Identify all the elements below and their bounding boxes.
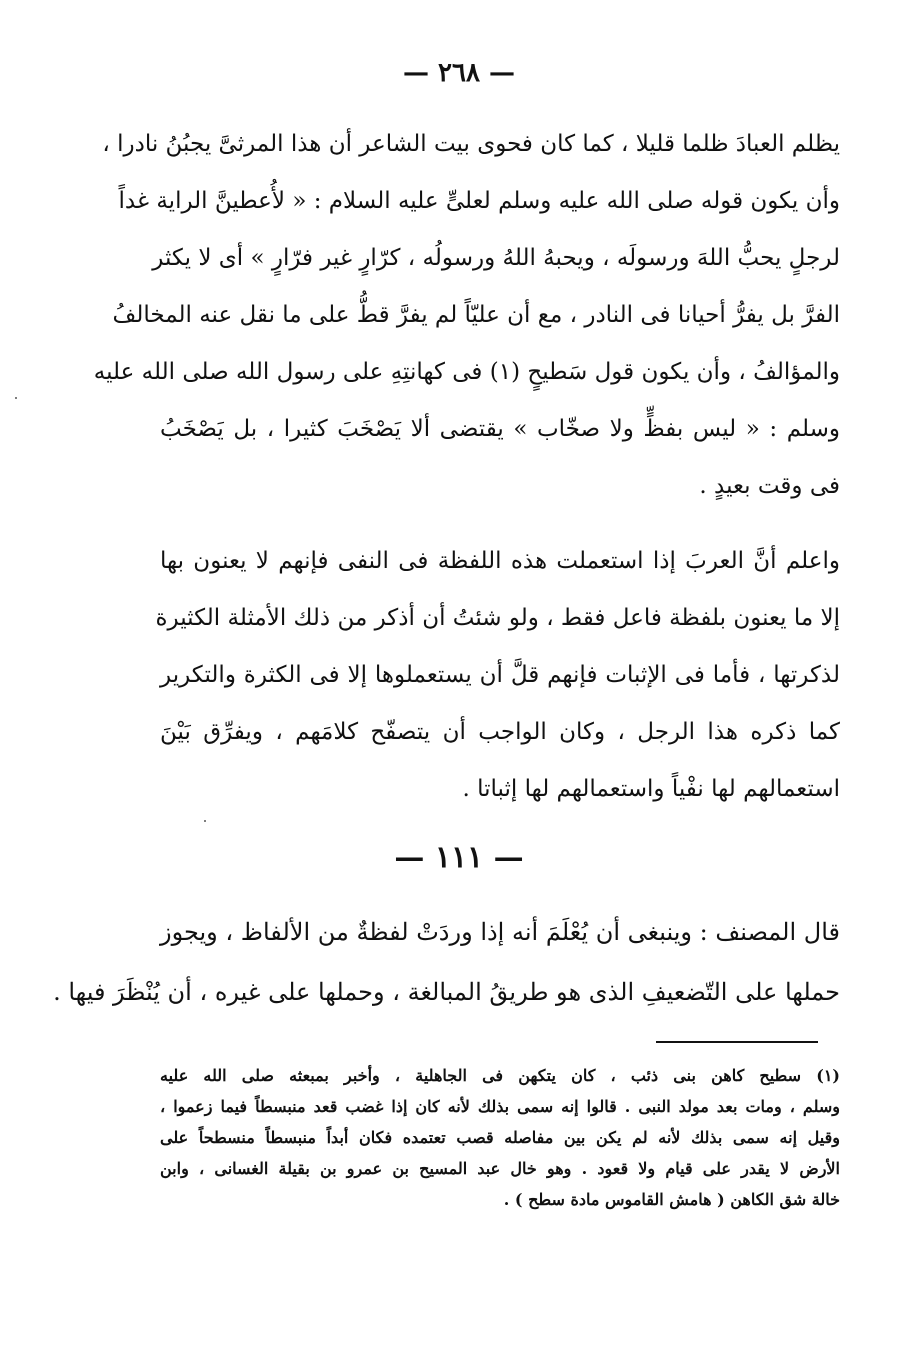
text-line: لذكرتها ، فأما فى الإثبات فإنهم قلَّ أن يستعملوها إلا فى الكثرة والتكرير <box>160 662 840 688</box>
text-line: كما ذكره هذا الرجل ، وكان الواجب أن يتصفّح كلامَهم ، ويفرِّق بَيْنَ <box>160 719 840 745</box>
text-line: يظلم العبادَ ظلما قليلا ، كما كان فحوى بيت الشاعر أن هذا المرثىَّ يجبُنُ نادرا ، <box>102 131 840 157</box>
text-line: قال المصنف : وينبغى أن يُعْلَمَ أنه إذا وردَتْ لفظةٌ من الألفاظ ، ويجوز <box>160 918 841 946</box>
scan-speck <box>15 397 17 399</box>
text-line: والمؤالفُ ، وأن يكون قول سَطيحٍ (١) فى كهانتِهِ على رسول الله صلى الله عليه <box>93 359 840 385</box>
footnote-line: وقيل إنه سمى بذلك لأنه لم يكن بين مفاصله قصب تعتمده فكان أبداً منبسطاً منسطحاً على <box>160 1128 840 1147</box>
text-line: حملها على التّضعيفِ الذى هو طريقُ المبالغة ، وحملها على غيره ، أن يُنْظَرَ فيها . <box>53 978 840 1006</box>
paragraph-2 <box>155 533 840 818</box>
paragraph-3 <box>53 902 841 1022</box>
text-line: لرجلٍ يحبُّ اللهَ ورسولَه ، ويحبهُ اللهُ ورسولُه ، كرّارٍ غير فرّارٍ » أى لا يكثر <box>152 245 840 271</box>
text-line: استعمالهم لها نفْياً واستعمالهم لها إثباتا . <box>462 776 840 802</box>
footnote-line: خالة شق الكاهن ( هامش القاموس مادة سطح ) . <box>503 1190 840 1209</box>
text-line: وسلم : « ليس بفظٍّ ولا صخّاب » يقتضى ألا يَصْخَبَ كثيرا ، بل يَصْخَبُ <box>160 416 840 442</box>
text-line: إلا ما يعنون بلفظة فاعل فقط ، ولو شئتُ أن أذكر من ذلك الأمثلة الكثيرة <box>155 605 840 631</box>
footnote-divider <box>656 1041 818 1043</box>
text-line: وأن يكون قوله صلى الله عليه وسلم لعلىٍّ عليه السلام : « لأُعطينَّ الراية غداً <box>118 188 840 214</box>
footnote-line: وسلم ، ومات بعد مولد النبى . قالوا إنه سمى بذلك لأنه كان إذا غضب قعد منبسطاً فيما زعموا ، <box>160 1097 841 1116</box>
footnote-line: (١) سطيح كاهن بنى ذئب ، كان يتكهن فى الجاهلية ، وأخبر بمبعثه صلى الله عليه <box>160 1066 840 1085</box>
paragraph-1 <box>93 116 840 515</box>
text-line: واعلم أنَّ العربَ إذا استعملت هذه اللفظة فى النفى فإنهم لا يعنون بها <box>160 548 840 574</box>
page-number: — ٢٦٨ — <box>402 58 516 88</box>
footnote <box>160 1060 840 1215</box>
section-number: — ١١١ — <box>394 840 524 875</box>
text-line: فى وقت بعيدٍ . <box>699 473 840 499</box>
footnote-line: الأرض لا يقدر على قيام ولا قعود . وهو خال عبد المسيح بن عمرو بن بقيلة الغسانى ، وابن <box>160 1159 840 1178</box>
text-line: الفرَّ بل يفرُّ أحيانا فى النادر ، مع أن عليّاً لم يفرَّ قطُّ على ما نقل عنه المخالفُ <box>112 302 840 328</box>
scan-speck <box>204 820 206 822</box>
